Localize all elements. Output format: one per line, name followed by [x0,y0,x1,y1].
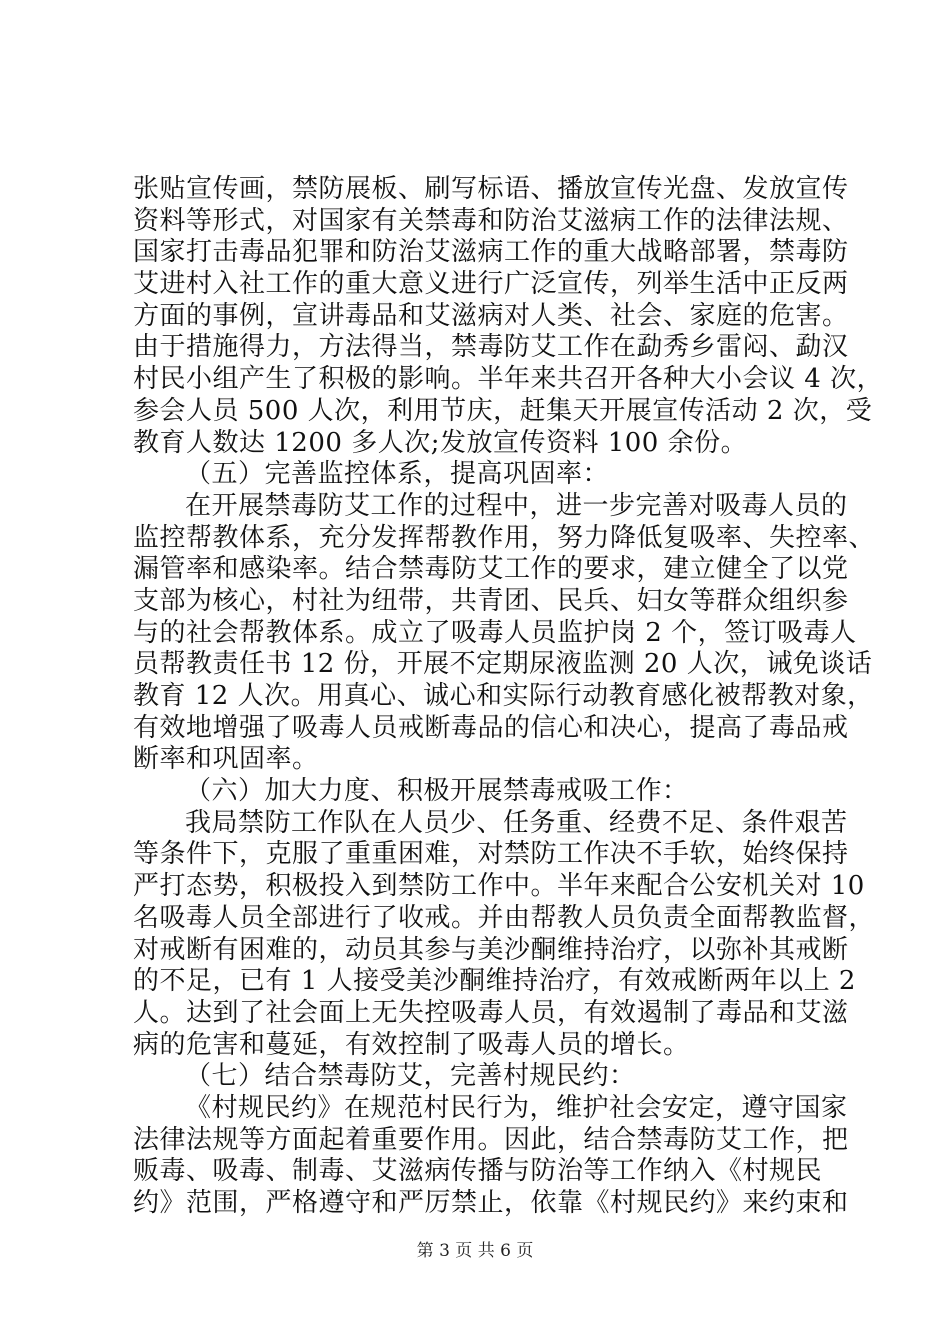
text-line: 病的危害和蔓延，有效控制了吸毒人员的增长。 [133,1030,690,1060]
section-heading: （六）加大力度、积极开展禁毒戒吸工作： [185,776,689,806]
text-line: 有效地增强了吸毒人员戒断毒品的信心和决心，提高了毒品戒 [133,713,849,743]
text-line: 在开展禁毒防艾工作的过程中，进一步完善对吸毒人员的 [185,491,848,521]
text-line: 监控帮教体系，充分发挥帮教作用，努力降低复吸率、失控率、 [133,523,876,553]
section-heading: （七）结合禁毒防艾，完善村规民约： [185,1061,636,1091]
text-line: 张贴宣传画，禁防展板、刷写标语、播放宣传光盘、发放宣传 [133,174,849,204]
text-line: 资料等形式，对国家有关禁毒和防治艾滋病工作的法律法规、 [133,206,849,236]
text-line: 等条件下，克服了重重困难，对禁防工作决不手软，始终保持 [133,839,849,869]
text-line: 与的社会帮教体系。成立了吸毒人员监护岗 2 个，签订吸毒人 [133,618,857,648]
text-line: 对戒断有困难的，动员其参与美沙酮维持治疗，以弥补其戒断 [133,935,849,965]
text-line: 名吸毒人员全部进行了收戒。并由帮教人员负责全面帮教监督， [133,903,876,933]
text-line: 人。达到了社会面上无失控吸毒人员，有效遏制了毒品和艾滋 [133,998,849,1028]
text-line: 艾进村入社工作的重大意义进行广泛宣传，列举生活中正反两 [133,269,849,299]
text-line: 法律法规等方面起着重要作用。因此，结合禁毒防艾工作，把 [133,1125,849,1155]
text-line: 由于措施得力，方法得当，禁毒防艾工作在勐秀乡雷闷、勐汉 [133,332,849,362]
text-line: 断率和巩固率。 [133,744,319,774]
text-line: 贩毒、吸毒、制毒、艾滋病传播与防治等工作纳入《村规民 [133,1156,823,1186]
text-line: 村民小组产生了积极的影响。半年来共召开各种大小会议 4 次， [133,364,884,394]
text-line: 约》范围，严格遵守和严厉禁止，依靠《村规民约》来约束和 [133,1188,849,1218]
text-line: 国家打击毒品犯罪和防治艾滋病工作的重大战略部署，禁毒防 [133,237,849,267]
text-line: 的不足，已有 1 人接受美沙酮维持治疗，有效戒断两年以上 2 [133,966,856,996]
text-line: 我局禁防工作队在人员少、任务重、经费不足、条件艰苦 [185,808,848,838]
section-heading: （五）完善监控体系，提高巩固率： [185,459,610,489]
text-line: 支部为核心，村社为纽带，共青团、民兵、妇女等群众组织参 [133,586,849,616]
page-footer: 第 3 页 共 6 页 [416,1241,534,1261]
text-line: 教育人数达 1200 多人次;发放宣传资料 100 余份。 [133,428,748,458]
text-line: 员帮教责任书 12 份，开展不定期尿液监测 20 人次，诫免谈话 [133,649,873,679]
text-line: 方面的事例，宣讲毒品和艾滋病对人类、社会、家庭的危害。 [133,301,849,331]
text-line: 漏管率和感染率。结合禁毒防艾工作的要求，建立健全了以党 [133,554,849,584]
text-line: 《村规民约》在规范村民行为，维护社会安定，遵守国家 [185,1093,848,1123]
text-line: 参会人员 500 人次，利用节庆，赶集天开展宣传活动 2 次，受 [133,396,873,426]
text-line: 严打态势，积极投入到禁防工作中。半年来配合公安机关对 10 [133,871,865,901]
text-line: 教育 12 人次。用真心、诚心和实际行动教育感化被帮教对象， [133,681,874,711]
